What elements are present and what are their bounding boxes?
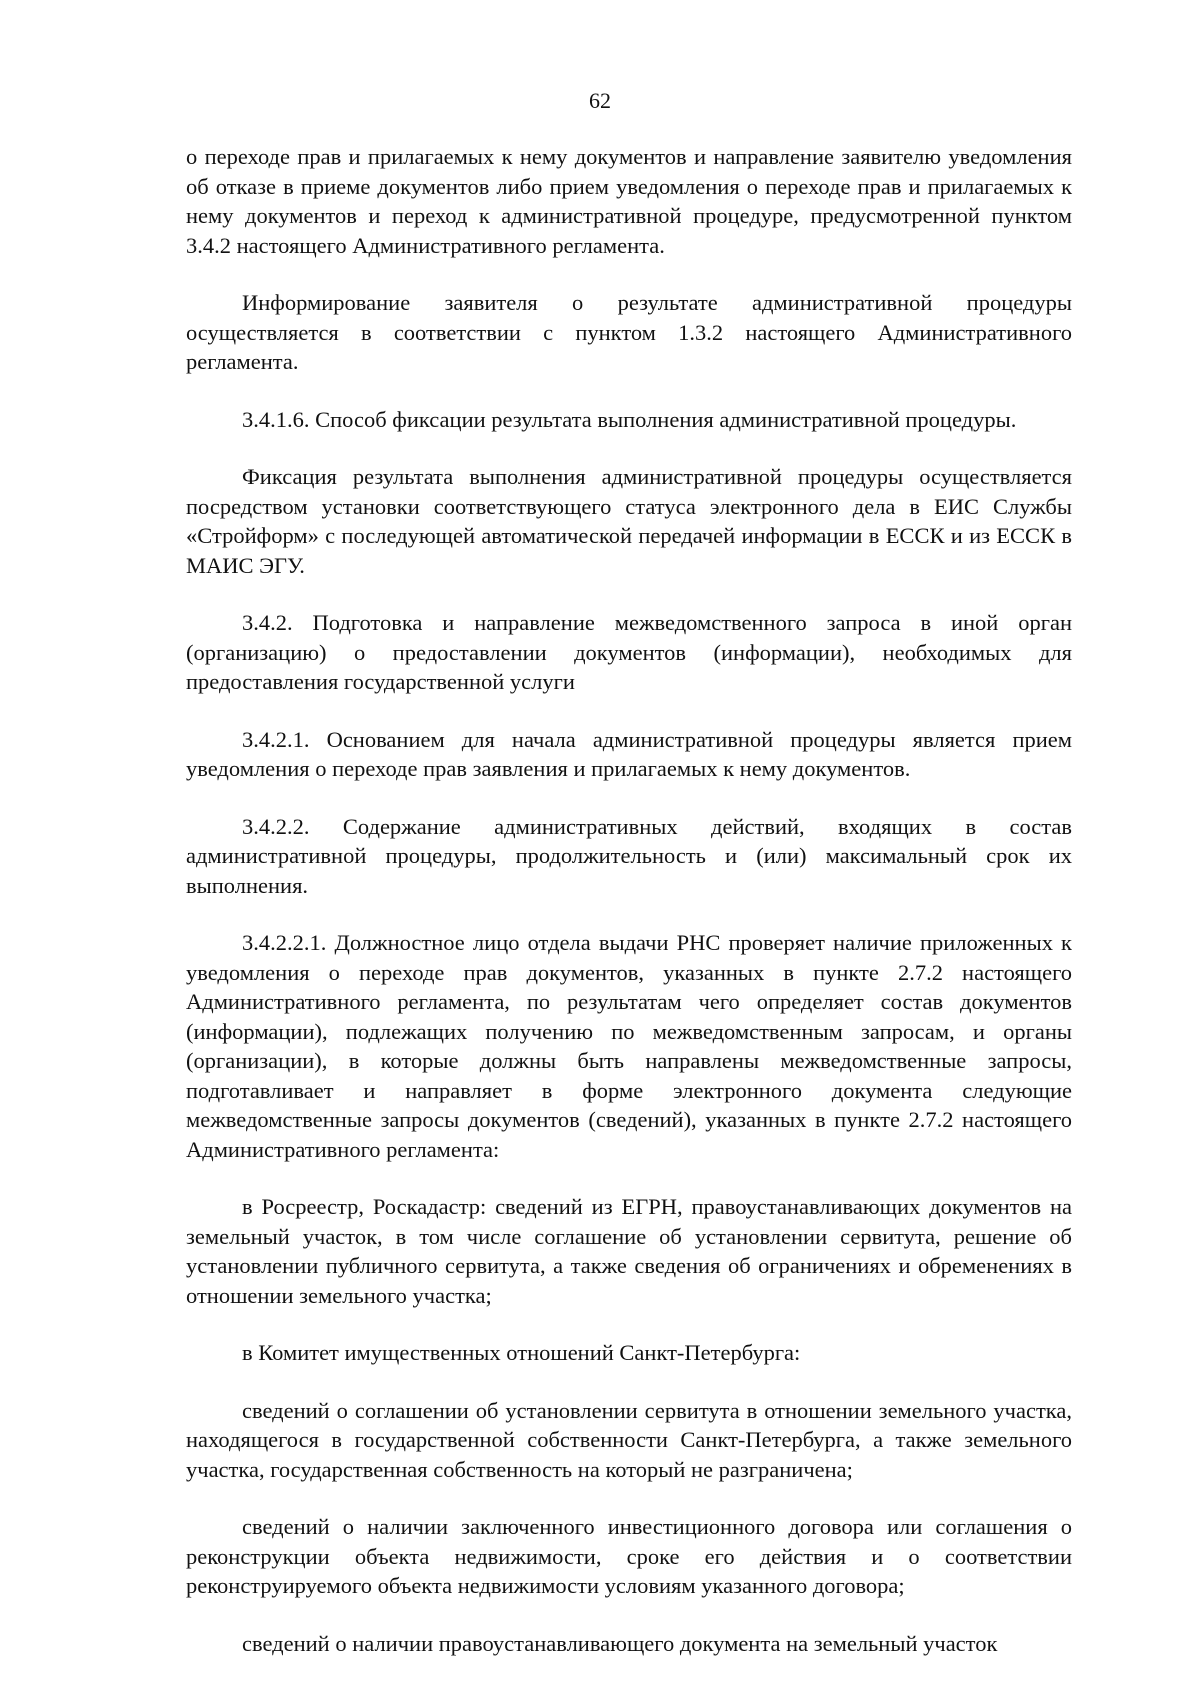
section-3-4-2-2-1: 3.4.2.2.1. Должностное лицо отдела выдачи РНС проверяет наличие приложенных к уведомления о переходе прав документов, указанных в пункте 2.7.2 настоящего Административного регламента, по результатам чего определяет состав документов (информации), подлежащих получению по межведомственным запросам, и органы (организации), в которые должны быть направлены межведомственные запросы, подготавливает и направляет в форме электронного документа следующие межведомственные запросы документов (сведений), указанных в пункте 2.7.2 настоящего Административного регламента: xyxy=(186,930,1072,1162)
list-item-rosreestr: в Росреестр, Роскадастр: сведений из ЕГРН, правоустанавливающих документов на земельный участок, в том числе соглашение об установлении сервитута, решение об установлении публичного сервитута, а также сведения об ограничениях и обременениях в отношении земельного участка; xyxy=(186,1194,1072,1308)
section-3-4-2-heading: 3.4.2. Подготовка и направление межведомственного запроса в иной орган (организацию) о предоставлении документов (информации), необходимых для предоставления государственной услуги xyxy=(186,610,1072,694)
document-body xyxy=(186,142,1072,1658)
paragraph-informing: Информирование заявителя о результате административной процедуры осуществляется в соответствии с пунктом 1.3.2 настоящего Административного регламента. xyxy=(186,290,1072,374)
list-item-title-document: сведений о наличии правоустанавливающего документа на земельный участок xyxy=(242,1630,998,1656)
section-3-4-2-1: 3.4.2.1. Основанием для начала административной процедуры является прием уведомления о переходе прав заявления и прилагаемых к нему документов. xyxy=(186,726,1072,781)
section-3-4-2-2: 3.4.2.2. Содержание административных действий, входящих в состав административной процедуры, продолжительность и (или) максимальный срок их выполнения. xyxy=(186,813,1072,898)
list-item-investment: сведений о наличии заключенного инвестиционного договора или соглашения о реконструкции объекта недвижимости, сроке его действия и о соответствии реконструируемого объекта недвижимости условиям указанного договора; xyxy=(186,1514,1072,1598)
page-number: 62 xyxy=(589,88,611,113)
list-item-servitude: сведений о соглашении об установлении сервитута в отношении земельного участка, находящегося в государственной собственности Санкт-Петербурга, а также земельного участка, государственная собственность на который не разграничена; xyxy=(186,1397,1072,1482)
list-item-committee: в Комитет имущественных отношений Санкт-Петербурга: xyxy=(242,1340,801,1365)
section-3-4-1-6: 3.4.1.6. Способ фиксации результата выполнения административной процедуры. xyxy=(242,406,1017,432)
paragraph-continuation: о переходе прав и прилагаемых к нему документов и направление заявителю уведомления об отказе в приеме документов либо прием уведомления о переходе прав и прилагаемых к нему документов и переход к административной процедуре, предусмотренной пунктом 3.4.2 настоящего Административного регламента. xyxy=(186,144,1072,258)
paragraph-fixation: Фиксация результата выполнения административной процедуры осуществляется посредством установки соответствующего статуса электронного дела в ЕИС Службы «Стройформ» с последующей автоматической передачей информации в ЕССК и из ЕССК в МАИС ЭГУ. xyxy=(186,464,1072,578)
